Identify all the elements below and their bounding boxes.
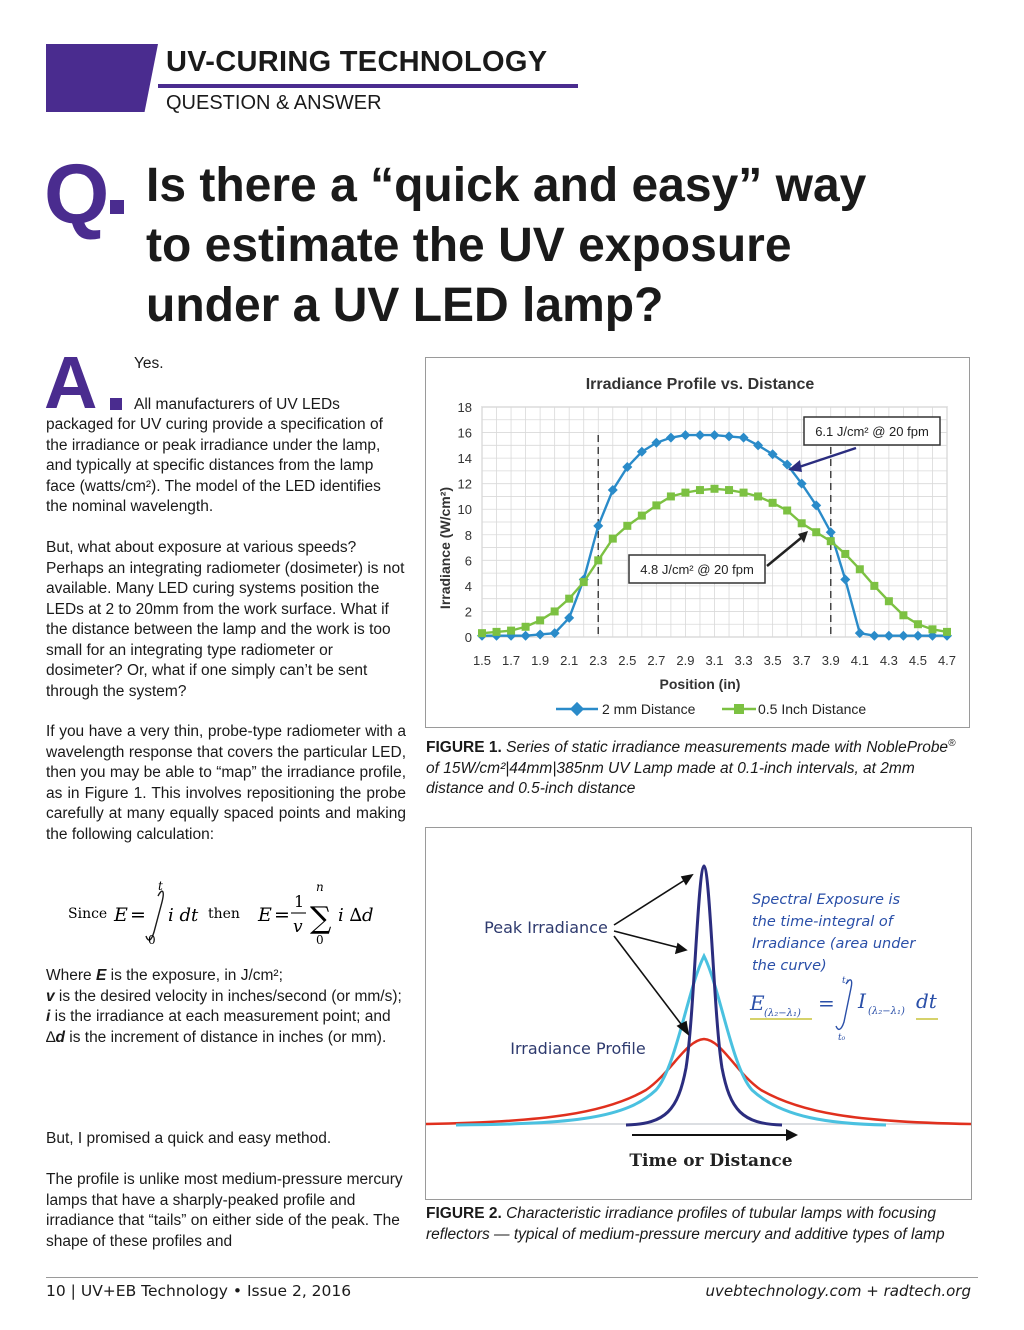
x-tick-label: 3.7 <box>792 653 811 668</box>
series-point-square <box>667 492 675 500</box>
series-point-square <box>565 595 573 603</box>
series-point-square <box>711 485 719 493</box>
y-tick-label: 16 <box>457 425 472 441</box>
lamp-profile-diagram <box>426 828 971 1199</box>
eq-dt: dt <box>916 989 937 1013</box>
x-tick-label: 1.9 <box>531 653 550 668</box>
series-point-square <box>783 507 791 515</box>
answer-p2-first-line: All manufacturers of UV LEDs <box>134 396 340 413</box>
var-E: E <box>95 967 107 984</box>
formula-upper-t: t <box>158 880 163 893</box>
question-letter: Q <box>44 147 110 241</box>
y-tick-label: 8 <box>464 527 472 543</box>
x-tick-label: 4.1 <box>850 653 869 668</box>
var-i: i <box>46 1008 51 1025</box>
figure-1-caption-part2: of 15W/cm²|44mm|385nm UV Lamp made at 0.1-inch intervals, at 2mm distance and 0.5-inch distance <box>426 759 915 798</box>
footer-left <box>46 1282 351 1300</box>
x-tick-label: 1.7 <box>502 653 521 668</box>
series-point-square <box>798 519 806 527</box>
spectral-exposure-note <box>752 892 916 974</box>
chart-xlabel: Position (in) <box>659 676 741 692</box>
peak-irradiance-label: Peak Irradiance <box>484 918 608 937</box>
legend-label-2mm: 2 mm Distance <box>602 701 696 717</box>
header-accent-block <box>46 44 158 112</box>
peak-arrows <box>614 875 692 1034</box>
peak-arrow-3 <box>614 936 684 1028</box>
formula-then: then <box>208 906 240 922</box>
def-v <box>46 987 406 1008</box>
x-tick-label: 3.5 <box>763 653 782 668</box>
series-point-square <box>841 550 849 558</box>
answer-paragraph-7: The profile is unlike most medium-pressure mercury lamps that have a sharply-peaked profile and irradiance that “tails” on either side of the peak. The shape of these profiles and <box>46 1171 403 1250</box>
delta-symbol: ∆ <box>46 1028 56 1046</box>
x-tick-label: 4.7 <box>937 653 957 668</box>
series-point-square <box>609 535 617 543</box>
formula-since: Since <box>68 906 108 922</box>
var-d: d <box>55 1028 65 1046</box>
irradiance-chart <box>426 358 969 727</box>
formula-eq-2: = <box>274 904 290 926</box>
series-point-square <box>594 556 602 564</box>
section-subtitle: QUESTION & ANSWER <box>166 92 382 114</box>
legend-marker-05in <box>734 704 744 714</box>
series-point-square <box>638 512 646 520</box>
series-point-square <box>870 582 878 590</box>
question-line-2: to estimate the UV exposure <box>146 219 792 272</box>
formula-upper-n: n <box>316 880 324 894</box>
y-tick-label: 10 <box>457 502 472 518</box>
spectral-line-2: the time-integral of <box>752 914 893 930</box>
annotation-6-1-text: 6.1 J/cm² @ 20 fpm <box>815 424 929 439</box>
def-E-text: is the exposure, in J/cm²; <box>106 967 283 984</box>
var-v: v <box>46 987 55 1005</box>
answer-paragraph-6: But, I promised a quick and easy method. <box>46 1130 332 1147</box>
formula-integrand: i dt <box>168 905 199 926</box>
def-i-text: is the irradiance at each measurement point; and <box>50 1008 391 1025</box>
series-point-square <box>740 489 748 497</box>
annotation-4-8-text: 4.8 J/cm² @ 20 fpm <box>640 562 754 577</box>
series-point-square <box>943 628 951 636</box>
chart-legend <box>556 701 866 717</box>
legend-marker-2mm <box>570 702 584 716</box>
time-distance-label: Time or Distance <box>629 1151 793 1171</box>
def-v-text: is the desired velocity in inches/second (or mm/s); <box>54 987 402 1005</box>
formula-frac-num: 1 <box>294 892 305 911</box>
footer-rule <box>46 1277 978 1278</box>
series-point-square <box>769 499 777 507</box>
eq-sub-2: (λ₂−λ₁) <box>868 1006 905 1017</box>
series-point-square <box>696 486 704 494</box>
question-heading <box>146 156 966 336</box>
x-tick-label: 2.3 <box>589 653 608 668</box>
eq-equals: = <box>818 991 835 1015</box>
series-point-square <box>478 629 486 637</box>
formula-lower-0-a: 0 <box>148 933 156 947</box>
series-point-square <box>812 528 820 536</box>
chart-ylabel: Irradiance (W/cm²) <box>437 486 453 610</box>
answer-paragraph-4: If you have a very thin, probe-type radiometer with a wavelength response that covers the particular LED, then you may be able to “map” the irradiance profile, as in Figure 1. This involves repositioning the probe carefully at many equally spaced points and making the following calculation: <box>46 723 406 843</box>
y-tick-label: 2 <box>464 604 472 620</box>
series-point-square <box>507 627 515 635</box>
y-tick-label: 12 <box>457 476 472 492</box>
y-tick-label: 6 <box>464 553 472 569</box>
answer-paragraph-2: packaged for UV curing provide a specification of the irradiance or peak irradiance under the lamp, and typically at specific distances from the lamp face (watts/cm²). The model of the LED identifies the nominal wavelength. <box>46 416 383 515</box>
figure-2-frame <box>425 827 972 1200</box>
variable-definitions <box>46 966 406 1048</box>
series-point-square <box>928 625 936 633</box>
footer-separator: | <box>70 1282 76 1300</box>
formula-sum-term: i ∆d <box>338 905 374 926</box>
x-tick-label: 3.1 <box>705 653 724 668</box>
eq-t0: t₀ <box>838 1033 846 1043</box>
x-tick-label: 2.9 <box>676 653 695 668</box>
series-point-square <box>681 489 689 497</box>
eq-integral <box>836 980 852 1030</box>
figure-1-caption <box>426 734 971 800</box>
x-tick-label: 3.9 <box>821 653 840 668</box>
figure-2-label: FIGURE 2. <box>426 1205 502 1222</box>
figure-2-caption-text: Characteristic irradiance profiles of tubular lamps with focusing reflectors — typical of medium-pressure mercury and additive types of lamp <box>426 1205 945 1243</box>
time-arrowhead <box>786 1129 798 1141</box>
def-i <box>46 1007 406 1028</box>
series-point-square <box>827 537 835 545</box>
formula-E-1: E <box>114 904 128 926</box>
y-tick-label: 18 <box>457 400 472 415</box>
series-point-square <box>899 611 907 619</box>
answer-dot <box>110 398 122 410</box>
x-tick-label: 4.5 <box>908 653 927 668</box>
legend-label-05in: 0.5 Inch Distance <box>758 701 867 717</box>
peak-arrow-2 <box>614 931 680 948</box>
x-tick-label: 4.3 <box>879 653 898 668</box>
formula-lower-0-b: 0 <box>316 933 324 947</box>
y-tick-label: 14 <box>457 451 472 467</box>
eq-sub-1: (λ₂−λ₁) <box>764 1008 801 1019</box>
def-d-text: is the increment of distance in inches (or mm). <box>64 1028 387 1046</box>
section-title: UV-CURING TECHNOLOGY <box>166 46 548 78</box>
exposure-formula <box>66 880 406 950</box>
formula-eq-1: = <box>130 904 146 926</box>
x-tick-label: 2.1 <box>560 653 579 668</box>
def-E <box>46 966 406 987</box>
series-point-square <box>725 486 733 494</box>
chart-title: Irradiance Profile vs. Distance <box>585 376 815 393</box>
footer-websites: uvebtechnology.com + radtech.org <box>705 1282 971 1300</box>
question-line-1: Is there a “quick and easy” way <box>146 159 867 212</box>
series-point-square <box>580 578 588 586</box>
eq-t1: t₁ <box>842 976 850 986</box>
answer-yes <box>134 354 414 375</box>
x-tick-label: 2.5 <box>618 653 637 668</box>
figure-1-frame <box>425 357 970 728</box>
series-point-square <box>493 628 501 636</box>
series-point-square <box>522 623 530 631</box>
formula-E-2: E <box>258 904 272 926</box>
formula-frac-den: v <box>293 917 303 937</box>
series-point-square <box>551 607 559 615</box>
spectral-line-1: Spectral Exposure is <box>752 892 901 908</box>
publication-name: UV+EB Technology • Issue 2, 2016 <box>80 1282 352 1300</box>
series-point-square <box>885 597 893 605</box>
y-tick-label: 4 <box>464 578 472 594</box>
header-rule <box>158 84 578 88</box>
eq-E: E <box>750 991 765 1015</box>
def-d <box>46 1028 406 1049</box>
question-line-3: under a UV LED lamp? <box>146 279 664 332</box>
where-prefix: Where <box>46 967 96 984</box>
sum-sign: ∑ <box>310 901 332 936</box>
peak-arrow-1 <box>614 878 688 925</box>
red-profile-curve <box>426 1039 971 1124</box>
series-point-square <box>623 522 631 530</box>
figure-2-caption <box>426 1204 971 1245</box>
answer-paragraph-3: But, what about exposure at various speeds? Perhaps an integrating radiometer (dosimeter) is not available. Many LED curing systems position the LEDs at 2 to 20mm from the work surface. What if the distance between the lamp and the work is too small for an integrating type radiometer or dosimeter? Or, what if one simply can’t be sent through the system? <box>46 539 405 700</box>
series-point-square <box>914 620 922 628</box>
series-point-square <box>856 565 864 573</box>
peak-arrowhead-1 <box>682 875 692 884</box>
y-tick-label: 0 <box>464 630 472 645</box>
figure-1-label: FIGURE 1. <box>426 739 502 757</box>
spectral-equation <box>749 976 938 1043</box>
registered-mark: ® <box>948 738 956 749</box>
question-dot <box>110 200 124 214</box>
answer-letter: A <box>44 341 98 424</box>
spectral-line-3: Irradiance (area under <box>752 936 916 952</box>
peak-arrowhead-2 <box>676 944 686 953</box>
eq-I: I <box>858 989 866 1013</box>
series-point-square <box>652 501 660 509</box>
irradiance-profile-label: Irradiance Profile <box>510 1039 646 1058</box>
figure-1-caption-part1: Series of static irradiance measurements made with NobleProbe <box>501 739 949 757</box>
spectral-line-4: the curve) <box>752 958 827 974</box>
x-tick-label: 3.3 <box>734 653 753 668</box>
answer-paragraph-yes: Yes. <box>134 355 164 372</box>
x-tick-label: 2.7 <box>647 653 666 668</box>
series-point-square <box>536 616 544 624</box>
x-tick-label: 1.5 <box>472 653 492 668</box>
series-point-square <box>754 492 762 500</box>
page-number: 10 <box>46 1282 66 1300</box>
